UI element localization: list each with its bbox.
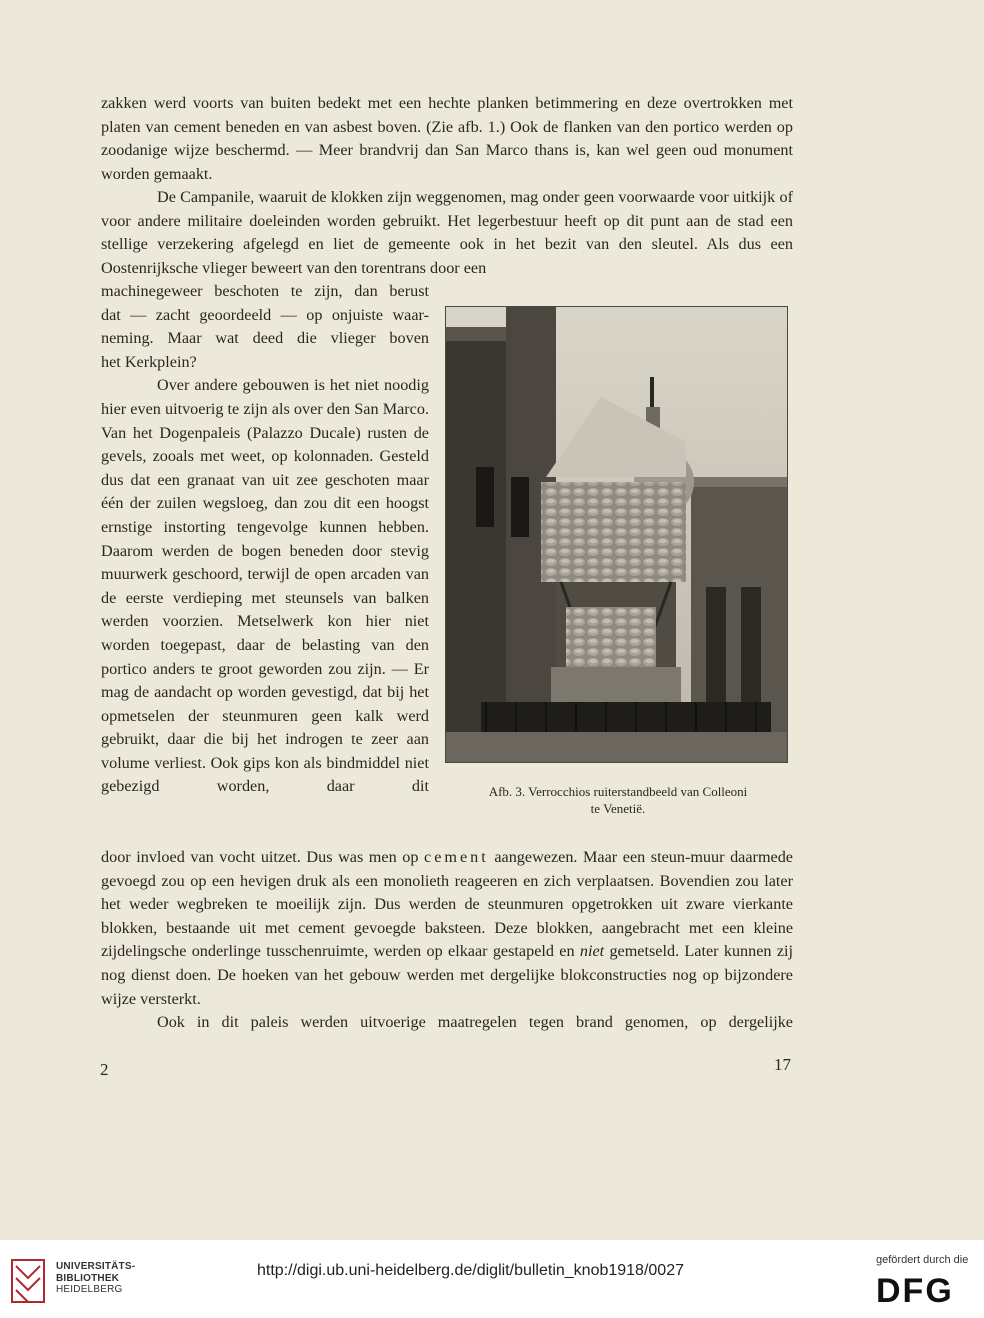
paragraph-2: De Campanile, waaruit de klokken zijn weggenomen, mag onder geen voorwaarde voor uitkijk of voor andere militaire doeleinden worden gebruikt. Het legerbestuur heeft op dit punt aan de stad een stellige verzekering afgelegd en liet de gemeente ook in het bezit van den sleutel. Als dus een Oostenrijksche vlieger beweert van den torentrans door een <box>101 188 793 277</box>
caption-line-1: Afb. 3. Verrocchios ruiterstandbeeld van Colleoni <box>488 784 748 799</box>
paragraph-1: zakken werd voorts van buiten bedekt met een hechte planken betimmering en deze overtrokken met platen van cement beneden en van asbest boven. (Zie afb. 1.) Ook de flanken van den portico werden op zoodanige wijze beschermd. — Meer brandvrij dan San Marco thans is, kan wel geen oud monument worden gemaakt. <box>101 94 793 183</box>
paragraph-3 <box>101 846 793 1035</box>
funder-label: gefördert durch die <box>876 1254 969 1266</box>
library-name <box>56 1261 135 1296</box>
monument-photo-illustration <box>446 307 787 762</box>
university-library-logo-icon <box>10 1258 46 1304</box>
library-line-1: UNIVERSITÄTS- <box>56 1261 136 1272</box>
dfg-logo: DFG <box>876 1272 954 1310</box>
para3-emphasis-italic: niet <box>579 942 605 961</box>
wrap-line: neming. Maar wat deed die vlieger boven <box>101 329 429 348</box>
para3-mid: aangewezen. Maar een steun-muur daarmede gevoegd zou op een hevigen druk als een monolieth reageeren en zich verplaatsen. Bovendien zou later het weder wegbreken te moeilijk zijn. Dus werden de steunmuren opgetrokken uit zware vierkante blokken, bestaande uit met cement gevoegde baksteen. Deze blokken, aangebracht met een kleine zijdelingsche onderlinge tusschenruimte, werden op elkaar gestapeld en <box>101 848 793 961</box>
caption-line-2: te Venetië. <box>590 801 646 816</box>
paragraph-wrap: Over andere gebouwen is het niet noodig hier even uitvoerig te zijn als over den San Marco. Van het Dogenpaleis (Palazzo Ducale) rusten de gevels, zooals met weet, op kolonnaden. Gesteld dus dat een granaat van uit zee geschoten maar één der zuilen wegsloeg, dan zou dit een hoogst ernstige instorting tengevolge kunnen hebben. Daarom werden de bogen beneden door stevig muurwerk geschoord, terwijl de open arcaden van de eerste verdieping met steunsels van balken werden voorzien. Metselwerk kon hier niet worden toegepast, daar de belasting van den portico anders te groot geworden zou zijn. — Er mag de aandacht op worden gevestigd, dat bij het opmetselen der steunmuren geen kalk werd gebruikt, daar die bij het indrogen te zeer aan volume verliest. Ook gips kon als bindmiddel niet gebezigd worden, daar dit <box>101 376 429 796</box>
digitization-footer <box>0 1240 984 1318</box>
para3-end: gemetseld. Later kunnen zij nog dienst doen. De hoeken van het gebouw werden met dergelijke blokconstructies nog op bijzondere wijze versterkt. <box>101 942 793 1008</box>
figure-photo <box>445 306 788 763</box>
paragraph-4: Ook in dit paleis werden uitvoerige maatregelen tegen brand genomen, op dergelijke <box>157 1013 793 1032</box>
page-number: 17 <box>774 1055 791 1074</box>
signature-mark: 2 <box>100 1060 109 1079</box>
text-wrap-column <box>101 280 429 799</box>
wrap-line: dat — zacht geoordeeld — op onjuiste waar- <box>101 305 429 324</box>
para3-start: door invloed van vocht uitzet. Dus was men op <box>101 848 425 866</box>
figure-caption <box>445 783 791 817</box>
wrap-line: machinegeweer beschoten te zijn, dan berust <box>101 282 429 300</box>
library-line-3: HEIDELBERG <box>56 1284 123 1295</box>
wrap-line: het Kerkplein? <box>101 352 197 371</box>
permalink-url[interactable]: http://digi.ub.uni-heidelberg.de/diglit/bulletin_knob1918/0027 <box>257 1262 684 1279</box>
para3-emphasis-spaced: cement <box>424 848 489 866</box>
library-line-2: BIBLIOTHEK <box>56 1272 120 1284</box>
